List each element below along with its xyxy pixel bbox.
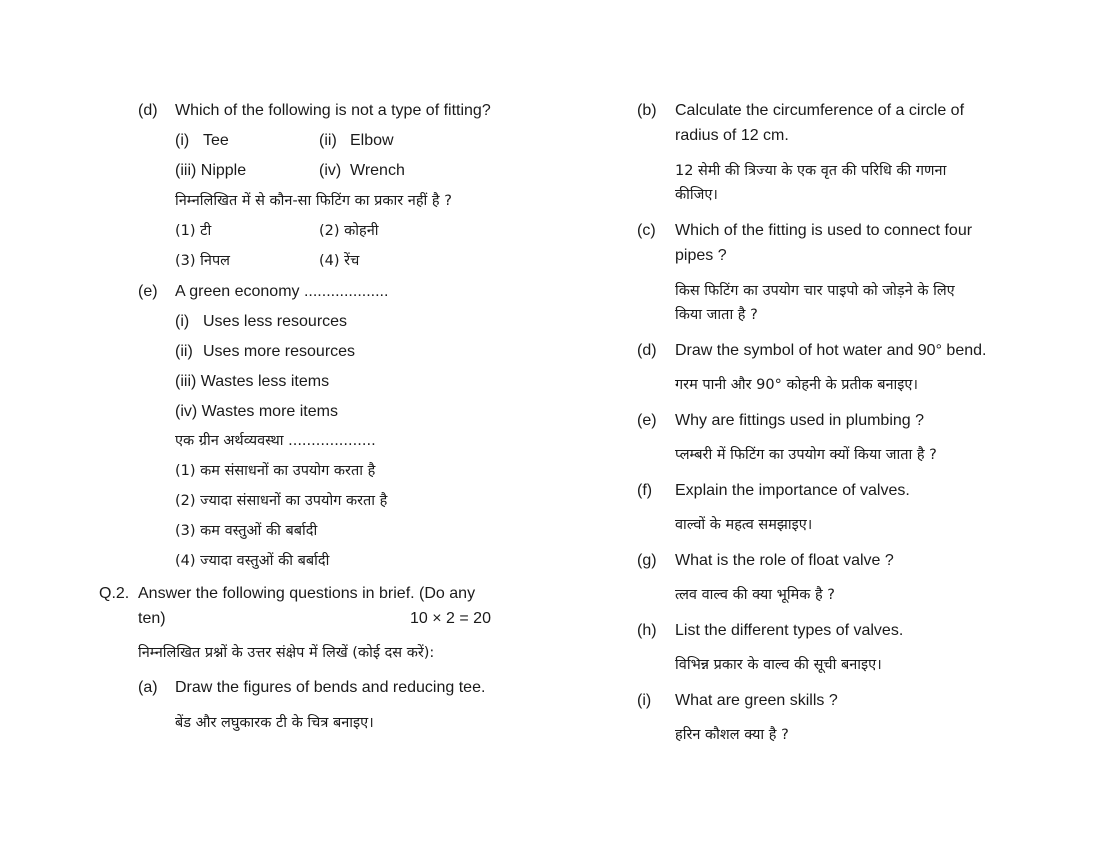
question-text: Draw the symbol of hot water and 90° bend. [675, 342, 987, 359]
hindi-question-cont: किया जाता है ? [675, 307, 758, 323]
question-label: (h) [637, 622, 657, 639]
question-label: (b) [637, 102, 657, 119]
question-label: (i) [637, 692, 652, 709]
option-label: (iv) [319, 162, 342, 179]
hindi-question: वाल्वों के महत्व समझाइए। [675, 517, 813, 533]
option-text: Elbow [350, 132, 394, 149]
hindi-option: (2) ज्यादा संसाधनों का उपयोग करता है [175, 493, 388, 509]
question-label: (e) [637, 412, 657, 429]
hindi-question: विभिन्न प्रकार के वाल्व की सूची बनाइए। [675, 657, 882, 673]
marks-allocation: 10 × 2 = 20 [410, 610, 491, 627]
option-label: (ii) [175, 343, 193, 360]
hindi-option: (2) कोहनी [319, 223, 379, 239]
hindi-option: (1) टी [175, 223, 212, 239]
hindi-question: एक ग्रीन अर्थव्यवस्था ................... [175, 433, 376, 449]
question-text: Draw the figures of bends and reducing tee. [175, 679, 486, 696]
hindi-option: (3) निपल [175, 253, 231, 269]
question-label: (a) [138, 679, 158, 696]
section-label: Q.2. [99, 585, 130, 602]
option-text: Wrench [350, 162, 405, 179]
question-text: What are green skills ? [675, 692, 838, 709]
question-text: Why are fittings used in plumbing ? [675, 412, 925, 429]
question-text: Which of the fitting is used to connect four [675, 222, 973, 239]
hindi-question: 12 सेमी की त्रिज्या के एक वृत की परिधि की गणना [675, 163, 947, 179]
question-label: (g) [637, 552, 657, 569]
question-text: Which of the following is not a type of fitting? [175, 102, 491, 119]
option-label: (ii) [319, 132, 337, 149]
question-label: (c) [637, 222, 656, 239]
section-instruction-cont: ten) [138, 610, 166, 627]
hindi-question: त्लव वाल्व की क्या भूमिक है ? [675, 587, 836, 603]
hindi-option: (3) कम वस्तुओं की बर्बादी [175, 523, 318, 539]
hindi-instruction: निम्नलिखित प्रश्नों के उत्तर संक्षेप में लिखें (कोई दस करें): [138, 645, 435, 661]
question-text: A green economy ................... [175, 283, 389, 300]
question-label: (d) [637, 342, 657, 359]
question-label: (f) [637, 482, 653, 499]
hindi-question: प्लम्बरी में फिटिंग का उपयोग क्यों किया जाता है ? [675, 447, 937, 463]
hindi-question: हरिन कौशल क्या है ? [675, 727, 789, 743]
hindi-question: किस फिटिंग का उपयोग चार पाइपो को जोड़ने के लिए [675, 283, 955, 299]
option-text: Uses less resources [203, 313, 348, 330]
section-instruction: Answer the following questions in brief. (Do any [138, 585, 476, 602]
hindi-question: निम्नलिखित में से कौन-सा फिटिंग का प्रकार नहीं है ? [175, 193, 452, 209]
option-text: (iv) Wastes more items [175, 403, 338, 420]
option-text: (iii) Wastes less items [175, 373, 330, 390]
option-label: (i) [175, 313, 190, 330]
question-text: List the different types of valves. [675, 622, 904, 639]
question-text-cont: radius of 12 cm. [675, 127, 789, 144]
question-label: (e) [138, 283, 158, 300]
question-label: (d) [138, 102, 158, 119]
question-text: What is the role of float valve ? [675, 552, 894, 569]
hindi-option: (4) ज्यादा वस्तुओं की बर्बादी [175, 553, 330, 569]
question-text: Explain the importance of valves. [675, 482, 910, 499]
option-text: Uses more resources [203, 343, 356, 360]
hindi-question: गरम पानी और 90° कोहनी के प्रतीक बनाइए। [675, 377, 918, 393]
question-text-cont: pipes ? [675, 247, 727, 264]
question-text: Calculate the circumference of a circle of [675, 102, 965, 119]
hindi-question-cont: कीजिए। [675, 187, 718, 203]
hindi-option: (4) रेंच [319, 253, 360, 269]
option-text: (iii) Nipple [175, 162, 247, 179]
hindi-option: (1) कम संसाधनों का उपयोग करता है [175, 463, 376, 479]
option-label: (i) [175, 132, 190, 149]
option-text: Tee [203, 132, 229, 149]
hindi-question: बेंड और लघुकारक टी के चित्र बनाइए। [175, 715, 374, 731]
